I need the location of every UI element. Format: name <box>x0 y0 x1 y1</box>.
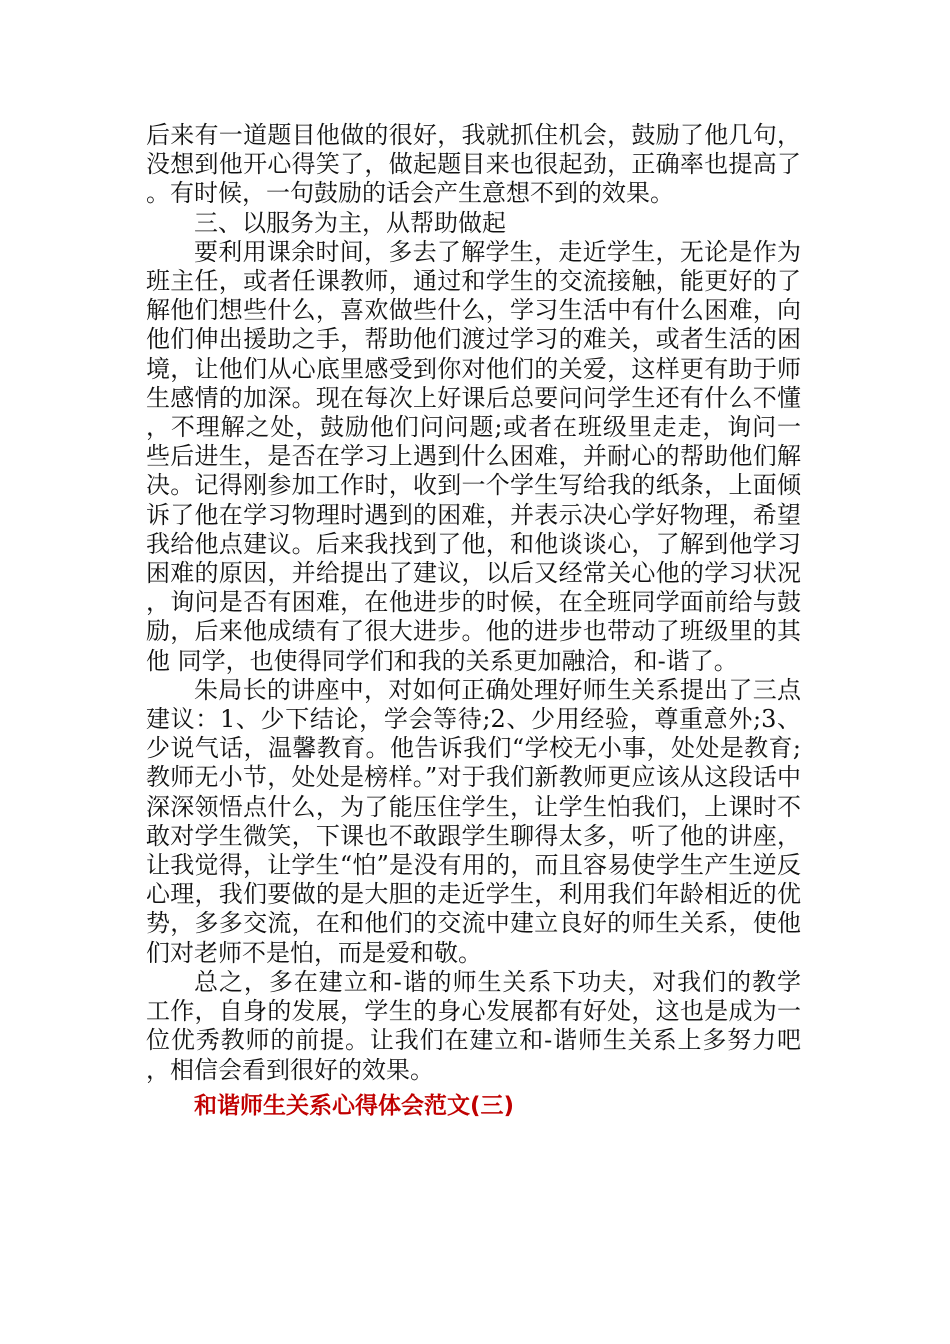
paragraph-lecture-advice: 朱局长的讲座中，对如何正确处理好师生关系提出了三点建议：1、少下结论，学会等待;2、少用经验，尊重意外;3、少说气话，温馨教育。他告诉我们“学校无小事，处处是教育;教师无小节，处处是榜样。”对于我们新教师更应该从这段话中深深领悟点什么，为了能压住学生，让学生怕我们，上课时不敢对学生微笑，下课也不敢跟学生聊得太多，听了他的讲座，让我觉得，让学生“怕”是没有用的，而且容易使学生产生逆反心理，我们要做的是大胆的走近学生，利用我们年龄相近的优势，多多交流，在和他们的交流中建立良好的师生关系，使他们对老师不是怕，而是爱和敬。 <box>146 675 801 967</box>
paragraph-continuation: 后来有一道题目他做的很好，我就抓住机会，鼓励了他几句，没想到他开心得笑了，做起题目来也很起劲，正确率也提高了。有时候，一句鼓励的话会产生意想不到的效果。 <box>146 121 801 208</box>
paragraph-helping-students: 要利用课余时间，多去了解学生，走近学生，无论是作为班主任，或者任课教师，通过和学生的交流接触，能更好的了解他们想些什么，喜欢做些什么，学习生活中有什么困难，向他们伸出援助之手，帮助他们渡过学习的难关，或者生活的困境，让他们从心底里感受到你对他们的关爱，这样更有助于师生感情的加深。现在每次上好课后总要问问学生还有什么不懂，不理解之处，鼓励他们问问题;或者在班级里走走，询问一些后进生，是否在学习上遇到什么困难，并耐心的帮助他们解决。记得刚参加工作时，收到一个学生写给我的纸条，上面倾诉了他在学习物理时遇到的困难，并表示决心学好物理，希望我给他点建议。后来我找到了他，和他谈谈心，了解到他学习困难的原因，并给提出了建议，以后又经常关心他的学习状况，询问是否有困难，在他进步的时候，在全班同学面前给与鼓励，后来他成绩有了很大进步。他的进步也带动了班级里的其他 同学，也使得同学们和我的关系更加融洽，和-谐了。 <box>146 237 801 675</box>
section-heading: 和谐师生关系心得体会范文(三) <box>194 1092 515 1119</box>
paragraph-conclusion: 总之，多在建立和-谐的师生关系下功夫，对我们的教学工作，自身的发展，学生的身心发展都有好处，这也是成为一位优秀教师的前提。让我们在建立和-谐师生关系上多努力吧，相信会看到很好的效果。 <box>146 967 801 1084</box>
document-page <box>146 121 801 1123</box>
paragraph-subheading: 三、以服务为主，从帮助做起 <box>194 208 506 237</box>
